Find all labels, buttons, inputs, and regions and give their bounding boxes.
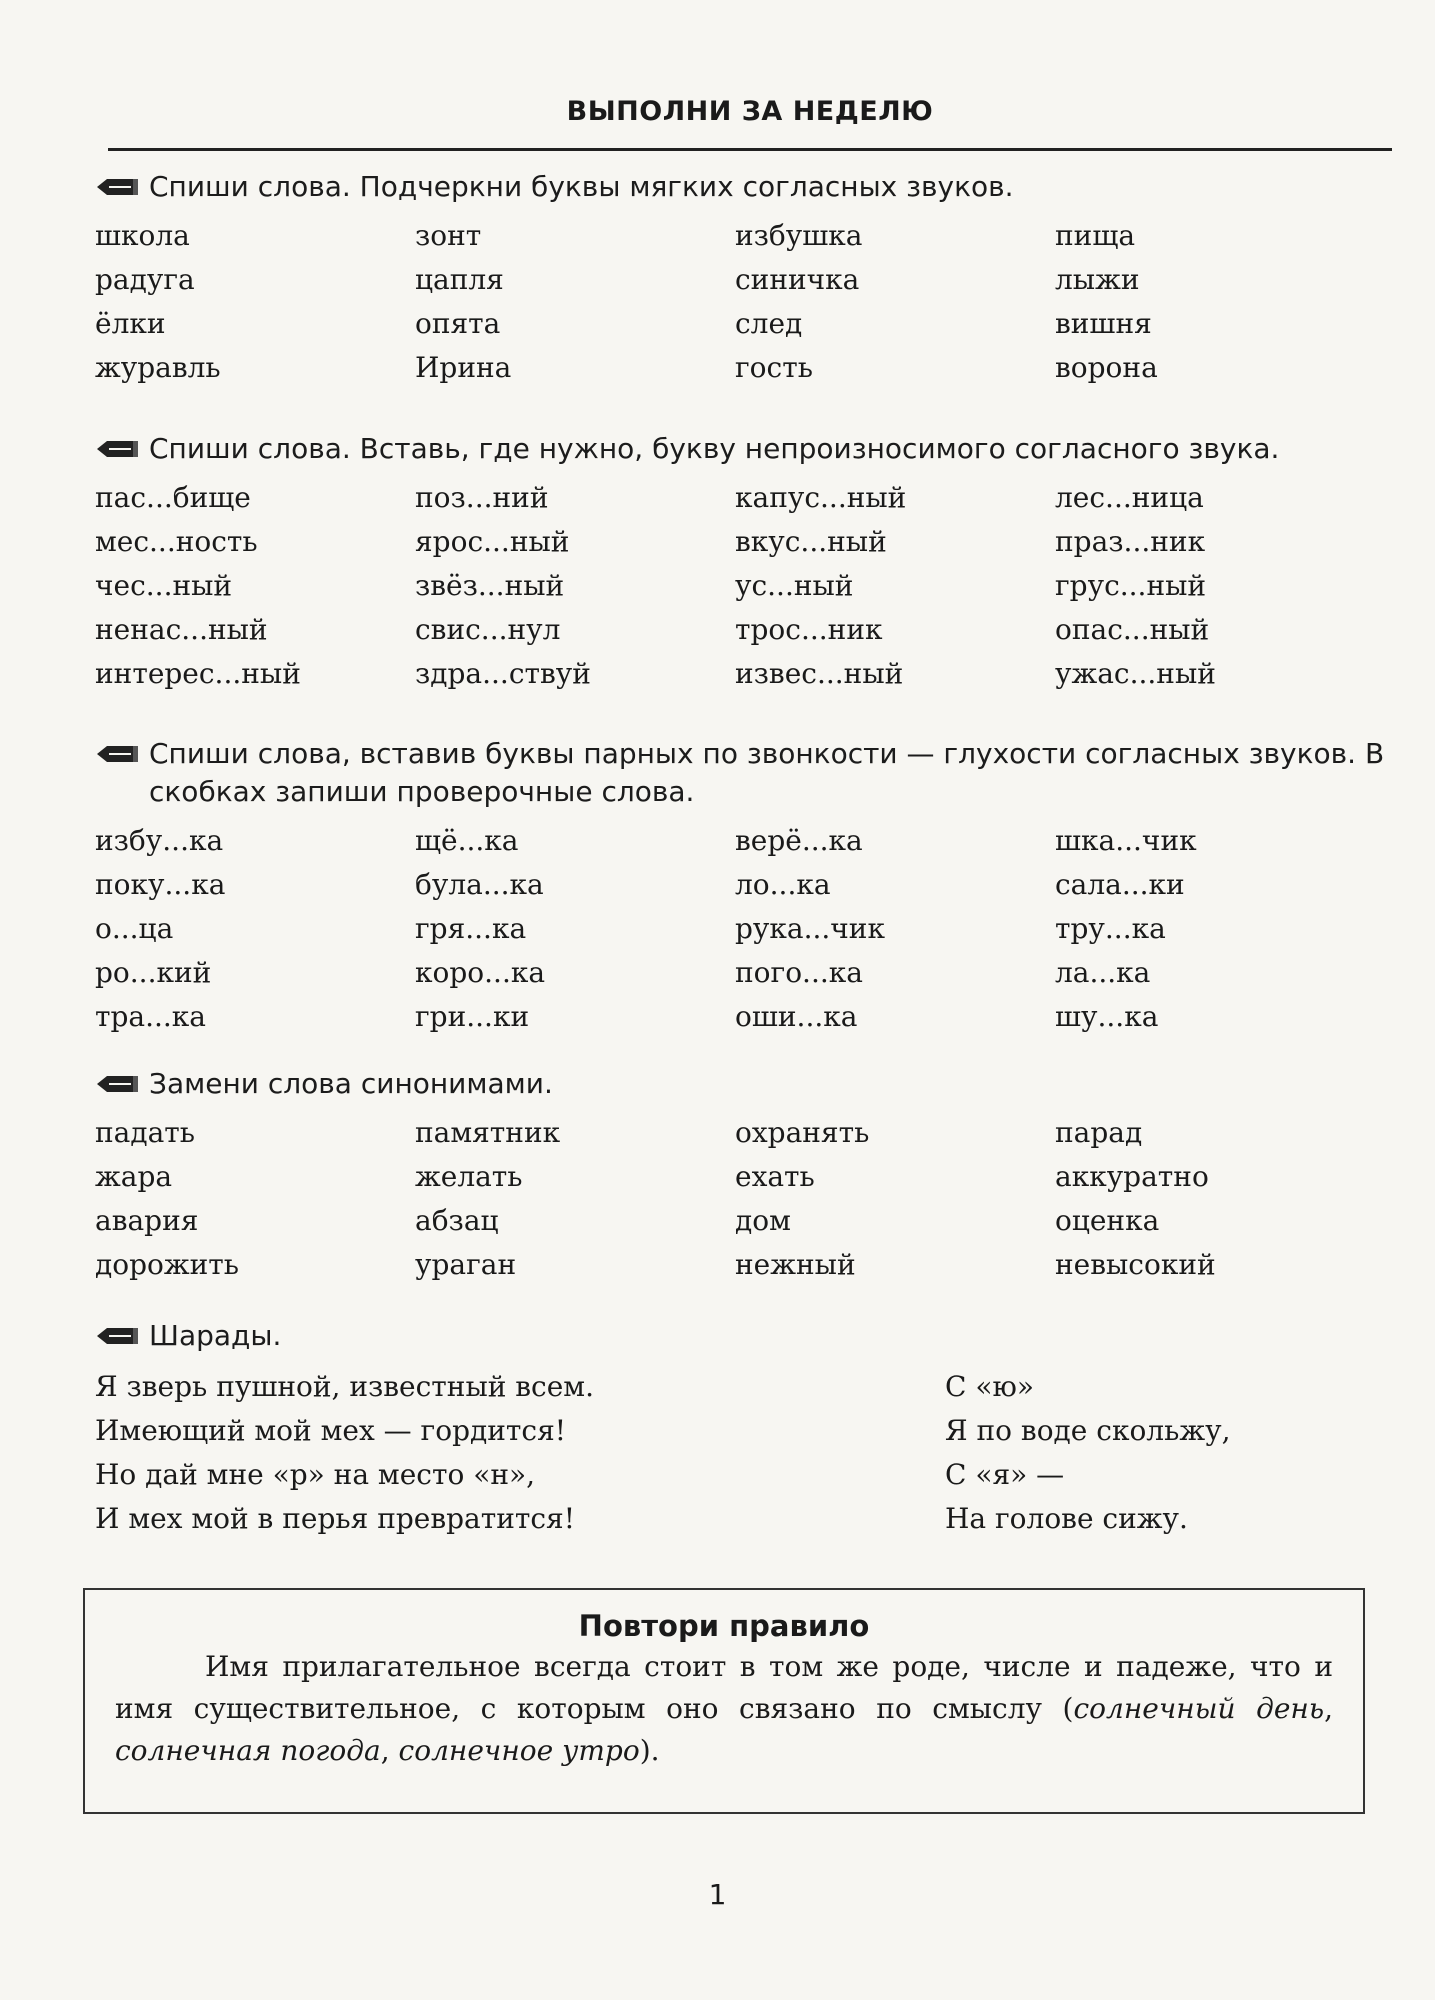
charade-line: И мех мой в перья превратится! (95, 1502, 575, 1535)
word: падать (95, 1116, 196, 1149)
word: абзац (415, 1204, 499, 1237)
word: гря...ка (415, 912, 527, 945)
word: нежный (735, 1248, 856, 1281)
header-divider (108, 148, 1392, 151)
word: вишня (1055, 307, 1152, 340)
word: чес...ный (95, 569, 233, 602)
word: интерес...ный (95, 657, 301, 690)
word: памятник (415, 1116, 561, 1149)
word: невысокий (1055, 1248, 1216, 1281)
word: лес...ница (1055, 481, 1204, 514)
word: гость (735, 351, 813, 384)
task-instruction: Спиши слова. Вставь, где нужно, букву непроизносимого согласного звука. (95, 430, 1405, 468)
task-instruction: Шарады. (95, 1317, 1405, 1355)
word-column (735, 819, 1055, 1039)
word-column (1055, 1111, 1375, 1287)
charade-line: Я по воде скольжу, (945, 1414, 1231, 1447)
word-column (95, 819, 415, 1039)
charade-line: Я зверь пушной, известный всем. (95, 1370, 594, 1403)
word: ро...кий (95, 956, 212, 989)
word: опас...ный (1055, 613, 1210, 646)
word-column (735, 476, 1055, 696)
word-column (735, 1111, 1055, 1287)
word: ло...ка (735, 868, 831, 901)
rule-example: солнечная погода (115, 1734, 381, 1767)
word: тра...ка (95, 1000, 207, 1033)
charades-body (95, 1365, 1405, 1541)
word: извес...ный (735, 657, 904, 690)
rule-example: солнечное утро (398, 1734, 640, 1767)
word: жара (95, 1160, 173, 1193)
task-instruction: Спиши слова. Подчеркни буквы мягких согласных звуков. (95, 168, 1405, 206)
word: лыжи (1055, 263, 1140, 296)
word-column (1055, 476, 1375, 696)
word: ла...ка (1055, 956, 1151, 989)
word: щё...ка (415, 824, 519, 857)
word-column (415, 819, 735, 1039)
rule-text: Имя прилагательное всегда стоит в том же роде, числе и падеже, что и имя существительное, с которым оно связано по смыслу (солнечный день, солнечная погода, солнечное утро). (115, 1650, 1334, 1767)
word: желать (415, 1160, 523, 1193)
pencil-icon (95, 175, 139, 199)
word: гри...ки (415, 1000, 530, 1033)
pencil-icon (95, 742, 139, 766)
word: коро...ка (415, 956, 546, 989)
word-column (735, 214, 1055, 390)
word: пас...бище (95, 481, 251, 514)
word: поз...ний (415, 481, 549, 514)
word: ехать (735, 1160, 815, 1193)
word: охранять (735, 1116, 870, 1149)
page-header: ВЫПОЛНИ ЗА НЕДЕЛЮ (566, 96, 934, 127)
word: ёлки (95, 307, 166, 340)
word-column (95, 214, 415, 390)
word: цапля (415, 263, 504, 296)
word-grid (95, 214, 1405, 390)
word: була...ка (415, 868, 544, 901)
word: вкус...ный (735, 525, 887, 558)
word: дорожить (95, 1248, 240, 1281)
word: трос...ник (735, 613, 883, 646)
word: дом (735, 1204, 791, 1237)
word: журавль (95, 351, 221, 384)
word: тру...ка (1055, 912, 1166, 945)
word: ураган (415, 1248, 517, 1281)
exercise-paired-consonants (95, 735, 1405, 1039)
rule-example: солнечный день (1073, 1692, 1325, 1725)
word: синичка (735, 263, 860, 296)
word: парад (1055, 1116, 1143, 1149)
exercise-soft-consonants (95, 168, 1405, 390)
word-column (1055, 819, 1375, 1039)
word: радуга (95, 263, 195, 296)
task-instruction: Спиши слова, вставив буквы парных по звонкости — глухости согласных звуков. В скобках запиши проверочные слова. (95, 735, 1405, 811)
word: рука...чик (735, 912, 885, 945)
charade-line: С «ю» (945, 1370, 1034, 1403)
word: свис...нул (415, 613, 561, 646)
word-column (415, 476, 735, 696)
charade-line: С «я» — (945, 1458, 1065, 1491)
charade-right (945, 1365, 1345, 1541)
rule-title: Повтори правило (578, 1609, 870, 1643)
word: мес...ность (95, 525, 258, 558)
word: верё...ка (735, 824, 863, 857)
word: капус...ный (735, 481, 907, 514)
word: грус...ный (1055, 569, 1207, 602)
word: авария (95, 1204, 199, 1237)
word: избу...ка (95, 824, 224, 857)
word: шу...ка (1055, 1000, 1159, 1033)
charade-line: Имеющий мой мех — гордится! (95, 1414, 566, 1447)
word: школа (95, 219, 190, 252)
word: о...ца (95, 912, 174, 945)
exercise-synonyms (95, 1065, 1405, 1287)
word: ярос...ный (415, 525, 570, 558)
charade-line: На голове сижу. (945, 1502, 1188, 1535)
rule-box (83, 1588, 1365, 1814)
word-grid (95, 476, 1405, 696)
word: ужас...ный (1055, 657, 1216, 690)
word: ус...ный (735, 569, 854, 602)
word: избушка (735, 219, 863, 252)
word: поку...ка (95, 868, 226, 901)
pencil-icon (95, 1324, 139, 1348)
charade-left (95, 1365, 945, 1541)
page-number: 1 (708, 1878, 727, 1911)
word: сала...ки (1055, 868, 1185, 901)
word-grid (95, 819, 1405, 1039)
word-column (1055, 214, 1375, 390)
word: аккуратно (1055, 1160, 1209, 1193)
word: ворона (1055, 351, 1158, 384)
task-instruction: Замени слова синонимами. (95, 1065, 1405, 1103)
exercise-charades (95, 1317, 1405, 1541)
word-column (95, 1111, 415, 1287)
word: праз...ник (1055, 525, 1206, 558)
pencil-icon (95, 1072, 139, 1096)
word: след (735, 307, 803, 340)
word-grid (95, 1111, 1405, 1287)
word: опята (415, 307, 501, 340)
word-column (415, 214, 735, 390)
word: оши...ка (735, 1000, 858, 1033)
exercise-silent-consonants (95, 430, 1405, 696)
word-column (415, 1111, 735, 1287)
word: Ирина (415, 351, 512, 384)
word: оценка (1055, 1204, 1160, 1237)
word: зонт (415, 219, 482, 252)
word: пища (1055, 219, 1136, 252)
charade-line: Но дай мне «р» на место «н», (95, 1458, 536, 1491)
word: здра...ствуй (415, 657, 591, 690)
word-column (95, 476, 415, 696)
word: звёз...ный (415, 569, 565, 602)
word: пого...ка (735, 956, 863, 989)
word: шка...чик (1055, 824, 1197, 857)
pencil-icon (95, 437, 139, 461)
word: ненас...ный (95, 613, 268, 646)
